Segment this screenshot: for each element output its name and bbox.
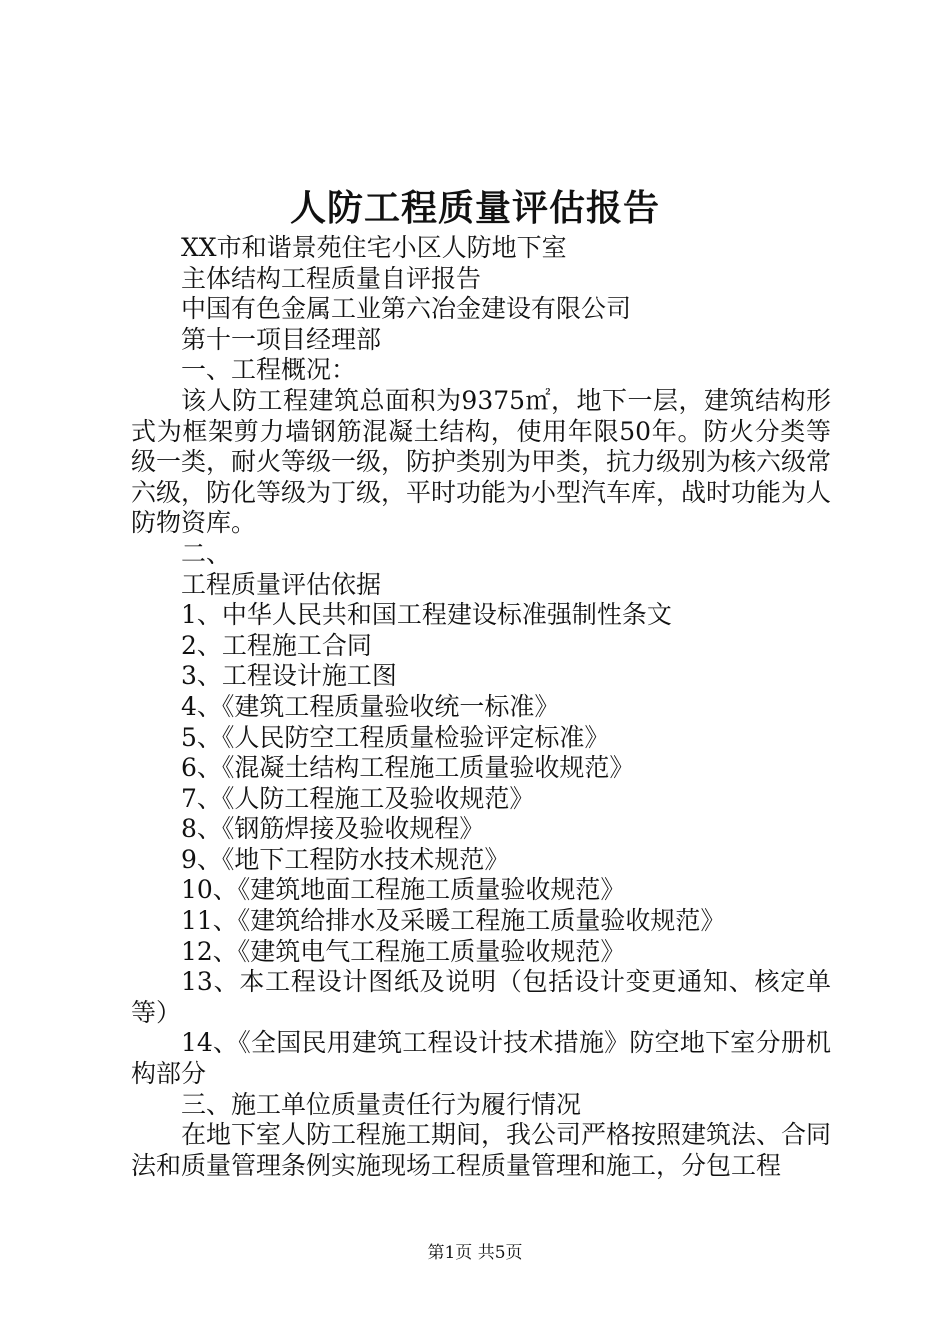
- list-item: 13、本工程设计图纸及说明（包括设计变更通知、核定单等）: [131, 967, 831, 1027]
- list-item: 14、《全国民用建筑工程设计技术措施》防空地下室分册机构部分: [131, 1028, 831, 1089]
- list-item: 4、《建筑工程质量验收统一标准》: [181, 691, 560, 721]
- document-body: [131, 233, 831, 1181]
- paragraph: 该人防工程建筑总面积为9375㎡，地下一层，建筑结构形式为框架剪力墙钢筋混凝土结构，使用年限50年。防火分类等级一类，耐火等级一级，防护类别为甲类，抗力级别为核六级常六级，防化等级为丁级，平时功能为小型汽车库，战时功能为人防物资库。: [131, 385, 832, 538]
- section-heading: 三、施工单位质量责任行为履行情况: [181, 1089, 582, 1119]
- list-item: 7、《人防工程施工及验收规范》: [181, 783, 535, 813]
- list-item: 6、《混凝土结构工程施工质量验收规范》: [181, 753, 635, 783]
- list-item: 8、《钢筋焊接及验收规程》: [181, 814, 485, 844]
- list-item: 11、《建筑给排水及采暖工程施工质量验收规范》: [181, 906, 726, 936]
- list-item: 3、工程设计施工图: [181, 661, 397, 691]
- paragraph: XX市和谐景苑住宅小区人防地下室: [181, 233, 567, 262]
- list-item: 2、工程施工合同: [181, 630, 372, 660]
- list-item: 1、中华人民共和国工程建设标准强制性条文: [181, 600, 672, 630]
- page-footer: 第1页 共5页: [427, 1243, 523, 1263]
- section-heading: 工程质量评估依据: [181, 569, 382, 599]
- section-heading: 二、: [181, 538, 232, 568]
- list-item: 12、《建筑电气工程施工质量验收规范》: [181, 936, 626, 966]
- section-heading: 一、工程概况：: [181, 355, 357, 385]
- list-item: 5、《人民防空工程质量检验评定标准》: [181, 722, 610, 752]
- paragraph: 主体结构工程质量自评报告: [181, 263, 482, 293]
- paragraph: 中国有色金属工业第六冶金建设有限公司: [181, 294, 632, 324]
- list-item: 9、《地下工程防水技术规范》: [181, 844, 510, 874]
- paragraph: 在地下室人防工程施工期间，我公司严格按照建筑法、合同法和质量管理条例实施现场工程质量管理和施工，分包工程: [131, 1120, 832, 1180]
- document-title: 人防工程质量评估报告: [289, 187, 660, 229]
- paragraph: 第十一项目经理部: [181, 324, 382, 354]
- list-item: 10、《建筑地面工程施工质量验收规范》: [181, 875, 626, 905]
